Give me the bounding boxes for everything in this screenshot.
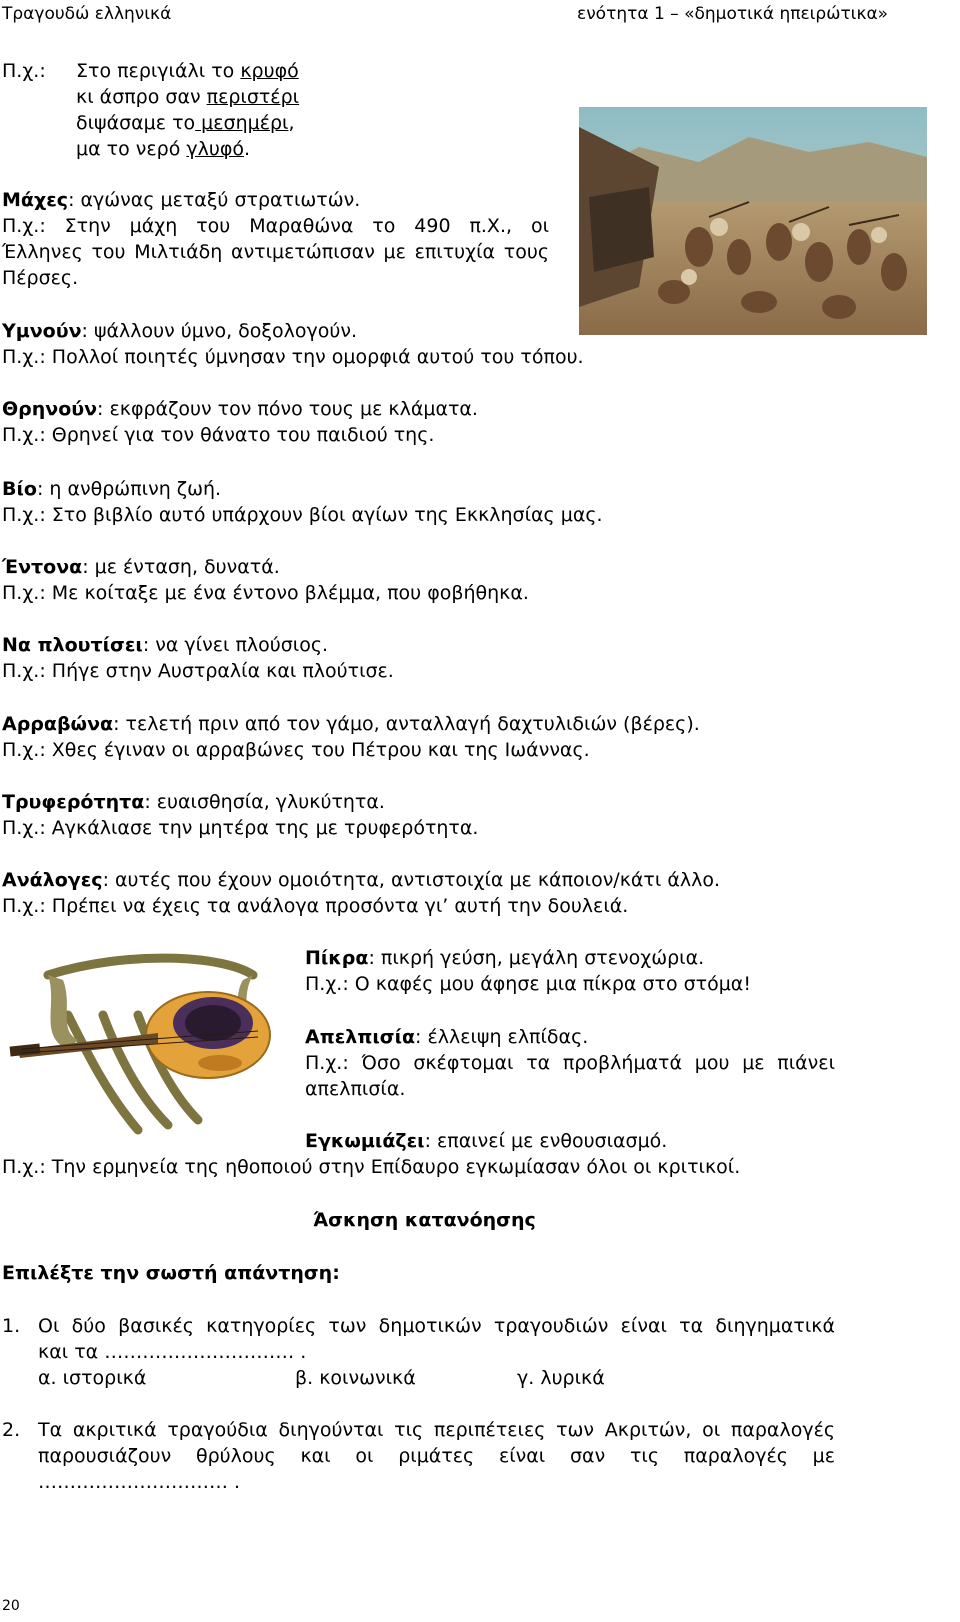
entry-entona-example: Π.χ.: Με κοίταξε με ένα έντονο βλέμμα, που φοβήθηκα. (2, 582, 529, 604)
entry-maches-example-2: Έλληνες του Μιλτιάδη αντιμετώπισαν με επιτυχία τους (2, 241, 549, 263)
poem-line-1: Στο περιγιάλι το κρυφό (76, 60, 299, 82)
question-1-text-2: και τα ………………………… . (38, 1341, 307, 1363)
question-2-text: Τα ακριτικά τραγούδια διηγούνται τις περιπέτειες των Ακριτών, οι παραλογές (38, 1419, 835, 1441)
entry-maches-example: Π.χ.: Στην μάχη του Μαραθώνα το 490 π.Χ., οι (2, 215, 549, 237)
entry-thrinoun-example: Π.χ.: Θρηνεί για τον θάνατο του παιδιού της. (2, 424, 435, 446)
entry-maches: Μάχες: αγώνας μεταξύ στρατιωτών. (2, 189, 361, 211)
lute-instrument-image (8, 945, 276, 1140)
question-1-option-a[interactable]: α. ιστορικά (38, 1367, 147, 1389)
entry-analoges-example: Π.χ.: Πρέπει να έχεις τα ανάλογα προσόντα γι’ αυτή την δουλειά. (2, 895, 629, 917)
entry-apelpisia-example-2: απελπισία. (305, 1078, 406, 1100)
entry-arravona-example: Π.χ.: Χθες έγιναν οι αρραβώνες του Πέτρου και της Ιωάννας. (2, 739, 590, 761)
page-number: 20 (2, 1598, 20, 1614)
entry-egkomiazei-example: Π.χ.: Την ερμηνεία της ηθοποιού στην Επίδαυρο εγκωμίασαν όλοι οι κριτικοί. (2, 1156, 741, 1178)
poem-line-3: διψάσαμε το μεσημέρι, (76, 112, 295, 134)
poem-line-2: κι άσπρο σαν περιστέρι (76, 86, 300, 108)
question-1-option-c[interactable]: γ. λυρικά (517, 1367, 605, 1389)
entry-ymnoun-example: Π.χ.: Πολλοί ποιητές ύμνησαν την ομορφιά αυτού του τόπου. (2, 346, 584, 368)
exercise-instruction: Επιλέξτε την σωστή απάντηση: (2, 1262, 340, 1284)
battle-painting-image (579, 107, 927, 335)
poem-line-4: μα το νερό γλυφό. (76, 138, 251, 160)
entry-vio: Βίο: η ανθρώπινη ζωή. (2, 478, 222, 500)
example-label: Π.χ.: (2, 60, 46, 82)
header-left: Τραγουδώ ελληνικά (2, 4, 172, 24)
entry-ymnoun: Υμνούν: ψάλλουν ύμνο, δοξολογούν. (2, 320, 358, 342)
entry-apelpisia-example: Π.χ.: Όσο σκέφτομαι τα προβλήματά μου με πιάνει (305, 1052, 835, 1074)
question-2-text-2: παρουσιάζουν θρύλους και οι ριμάτες είναι σαν τις παραλογές με (38, 1445, 835, 1467)
entry-entona: Έντονα: με ένταση, δυνατά. (2, 556, 280, 578)
entry-vio-example: Π.χ.: Στο βιβλίο αυτό υπάρχουν βίοι αγίων της Εκκλησίας μας. (2, 504, 603, 526)
entry-egkomiazei: Εγκωμιάζει: επαινεί με ενθουσιασμό. (305, 1130, 668, 1152)
entry-arravona: Αρραβώνα: τελετή πριν από τον γάμο, ανταλλαγή δαχτυλιδιών (βέρες). (2, 713, 700, 735)
question-2-number: 2. (2, 1419, 21, 1441)
header-right: ενότητα 1 – «δημοτικά ηπειρώτικα» (577, 4, 889, 24)
question-2-text-3: ………………………… . (38, 1471, 241, 1493)
question-1-text: Οι δύο βασικές κατηγορίες των δημοτικών τραγουδιών είναι τα διηγηματικά (38, 1315, 835, 1337)
entry-ploutisei: Να πλουτίσει: να γίνει πλούσιος. (2, 634, 329, 656)
entry-apelpisia: Απελπισία: έλλειψη ελπίδας. (305, 1026, 589, 1048)
entry-maches-example-3: Πέρσες. (2, 267, 79, 289)
entry-pikra: Πίκρα: πικρή γεύση, μεγάλη στενοχώρια. (305, 947, 705, 969)
exercise-title: Άσκηση κατανόησης (313, 1209, 536, 1231)
question-1-option-b[interactable]: β. κοινωνικά (295, 1367, 416, 1389)
question-1-number: 1. (2, 1315, 21, 1337)
entry-thrinoun: Θρηνούν: εκφράζουν τον πόνο τους με κλάματα. (2, 398, 478, 420)
entry-analoges: Ανάλογες: αυτές που έχουν ομοιότητα, αντιστοιχία με κάποιον/κάτι άλλο. (2, 869, 721, 891)
entry-tryferotita-example: Π.χ.: Αγκάλιασε την μητέρα της με τρυφερότητα. (2, 817, 479, 839)
entry-pikra-example: Π.χ.: Ο καφές μου άφησε μια πίκρα στο στόμα! (305, 973, 751, 995)
entry-tryferotita: Τρυφερότητα: ευαισθησία, γλυκύτητα. (2, 791, 385, 813)
entry-ploutisei-example: Π.χ.: Πήγε στην Αυστραλία και πλούτισε. (2, 660, 394, 682)
